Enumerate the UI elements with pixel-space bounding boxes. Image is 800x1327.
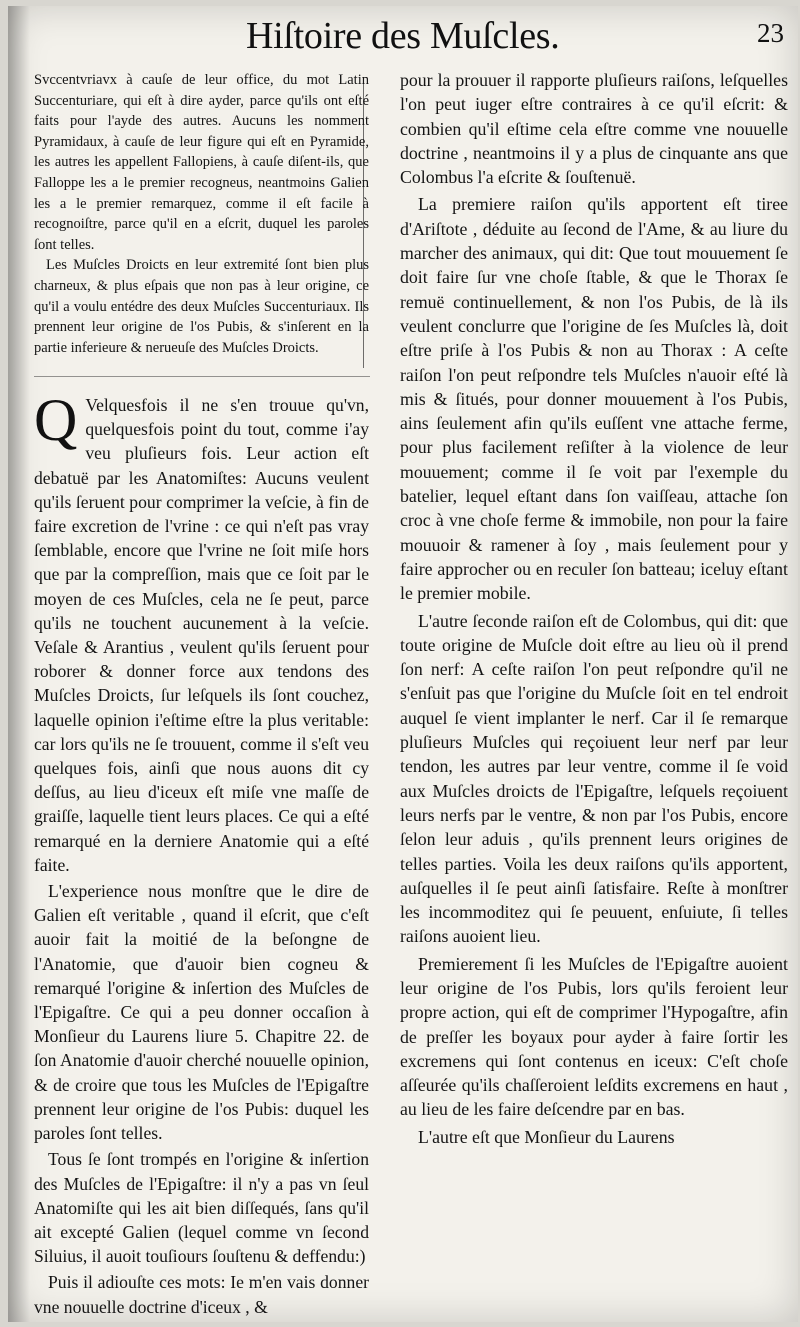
paragraph: Tous ſe ſont trompés en l'origine & inſertion des Muſcles de l'Epigaſtre: il n'y a pas vn ſeul Anatomiſte qui les ait bien diſſequés, ſans qu'il ait excepté Galien (lequel comme vn ſecond Siluius, il auoit touſiours ſouſtenu & deffendu:)	[34, 1149, 369, 1267]
section-divider	[34, 376, 370, 377]
paragraph: Puis il adiouſte ces mots: Ie m'en vais donner vne nouuelle doctrine d'iceux , &	[34, 1272, 369, 1317]
paragraph-with-dropcap	[34, 387, 369, 877]
paragraph: La premiere raiſon qu'ils apportent eſt tiree d'Ariſtote , déduite au ſecond de l'Ame, & au liure du marcher des animaux, qui dit: Que tout mouuement ſe doit faire ſur vne choſe ſtable, & que le Thorax ſe remuë continuellement, & non l'os Pubis, de là ils veulent conclurre que l'origine de ſes Muſcles là, doit eſtre priſe à l'os Pubis & non au Thorax : A ceſte raiſon l'on peut reſpondre tels Muſcles n'auoir eſté là mis & ſitués, pour donner mouuement à l'os Pubis, ains ſeulement afin qu'ils euſſent vne attache ferme, pour plus facilement reſiſter à la violence de leur mouuement; comme il ſe voit par l'exemple du batelier, lequel eſtant dans ſon vaiſſeau, attache ſon croc à vne choſe ferme & immobile, non pour la faire mouuoir & ramener à ſoy , mais ſeulement pour y faire approcher ou en reculer ſon batteau; iceluy eſtant le premier mobile.	[400, 194, 788, 604]
paragraph: Les Muſcles Droicts en leur extremité ſont bien plus charneux, & plus eſpais que non pas à leur origine, ce qu'il a voulu entédre des deux Muſcles Succenturiaux. Ils prennent leur origine de l'os Pubis, & s'inſerent en la partie inferieure & nerueuſe des Muſcles Droicts.	[34, 257, 369, 356]
paragraph: L'experience nous monſtre que le dire de Galien eſt veritable , quand il eſcrit, que c'eſt auoir fait la moitié de la beſongne de l'Anatomie, que d'auoir bien cogneu & remarqué l'origine & inſertion des Muſcles de l'Epigaſtre. Ce qui a peu donner occaſion à Monſieur du Laurens liure 5. Chapitre 22. de ſon Anatomie d'auoir cherché nouuelle opinion, & de croire que tous les Muſcles de l'Epigaſtre prennent leur origine de l'os Pubis: duquel les paroles ſont telles.	[34, 881, 369, 1144]
drop-cap: Q	[34, 387, 78, 453]
book-page	[8, 6, 798, 1322]
paragraph: Premierement ſi les Muſcles de l'Epigaſtre auoient leur origine de l'os Pubis, lors qu'ils feroient leur propre action, qui eſt de comprimer l'Hypogaſtre, afin de preſſer les boyaux pour ayder à faire ſortir les excremens qui ſont contenus en iceux: C'eſt choſe aſſeurée qu'ils chaſſeroient leſdits excremens en haut , au lieu de les faire deſcendre par en bas.	[400, 953, 788, 1120]
page-header	[8, 12, 798, 60]
page-number: 23	[757, 18, 784, 48]
right-column	[400, 68, 788, 1149]
paragraph: L'autre ſeconde raiſon eſt de Colombus, qui dit: que toute origine de Muſcle doit eſtre au lieu où il prend ſon nerf: A ceſte raiſon l'on peut reſpondre qu'il ne s'enſuit pas que l'origine du Muſcle ſoit en tel endroit auquel ſe vient implanter le nerf. Car il ſe remarque pluſieurs Muſcles qui reçoiuent leur nerf par leur tendon, les autres par leur ventre, comme il ſe void aux Muſcles droicts de l'Epigaſtre, leſquels reçoiuent leurs nerfs par le ventre, & non par l'os Pubis, encore ſelon leur aduis , qu'ils prennent leurs origines de telles parties. Voila les deux raiſons qu'ils apportent, auſquelles il ſe peut ainſi ſatisfaire. Reſte à monſtrer les incommoditez qui ſe peuuent, enſuiute, ſi telles raiſons auoient lieu.	[400, 610, 788, 947]
paragraph-text: Velquesfois il ne s'en trouue qu'vn, quelquesfois point du tout, comme i'ay veu pluſieurs fois. Leur action eſt debatuë par les Anatomiſtes: Aucuns veulent qu'ils ſeruent pour comprimer la veſcie, à fin de faire excretion de l'vrine : ce qui n'eſt pas vray ſemblable, encore que l'vrine ne ſoit miſe hors que par la compreſſion, mais que ce ſoit par le moyen de ces Muſcles, cela ne ſe peut, parce qu'ils ne touchent aucunement à la veſcie. Veſale & Arantius , veulent qu'ils ſeruent pour roborer & donner force aux tendons des Muſcles Droicts, ſur leſquels ils ſont couchez, laquelle opinion i'eſtime eſtre la plus veritable: car lors qu'ils ne ſe trouuent, comme il s'eſt veu quelques fois, ainſi que nous auons dit cy deſſus, au lieu d'iceux eſt miſe vne maſſe de graiſſe, laquelle tient leurs places. Ce qui a eſté remarqué en la derniere Anatomie qui a eſté faite.	[34, 395, 369, 875]
paragraph: Svccentvriavx à cauſe de leur office, du mot Latin Succenturiare, qui eſt à dire ayder, parce qu'ils ont eſté faits pour l'ayde des autres. Aucuns les nomment Pyramidaux, à cauſe de leur figure qui eſt en Pyramide, les autres les appellent Fallopiens, à cauſe diſent-ils, que Falloppe les a le premier recogneus, neantmoins Galien les a le premier remarquez, comme il eſt facile à recognoiſtre, parce qu'il en a eſcrit, duquel les paroles ſont telles.	[34, 72, 369, 253]
left-column-main	[34, 387, 369, 1319]
paragraph: pour la prouuer il rapporte pluſieurs raiſons, leſquelles l'on peut iuger eſtre contraires à ce qu'il eſcrit: & combien qu'il eſtime cela eſtre comme vne nouuelle doctrine , neantmoins il y a plus de cinquante ans que Colombus l'a eſcrite & ſouſtenuë.	[400, 70, 788, 188]
left-column-quote	[34, 70, 369, 358]
paragraph: L'autre eſt que Monſieur du Laurens	[418, 1126, 675, 1147]
running-title: Hiſtoire des Muſcles.	[246, 15, 560, 57]
